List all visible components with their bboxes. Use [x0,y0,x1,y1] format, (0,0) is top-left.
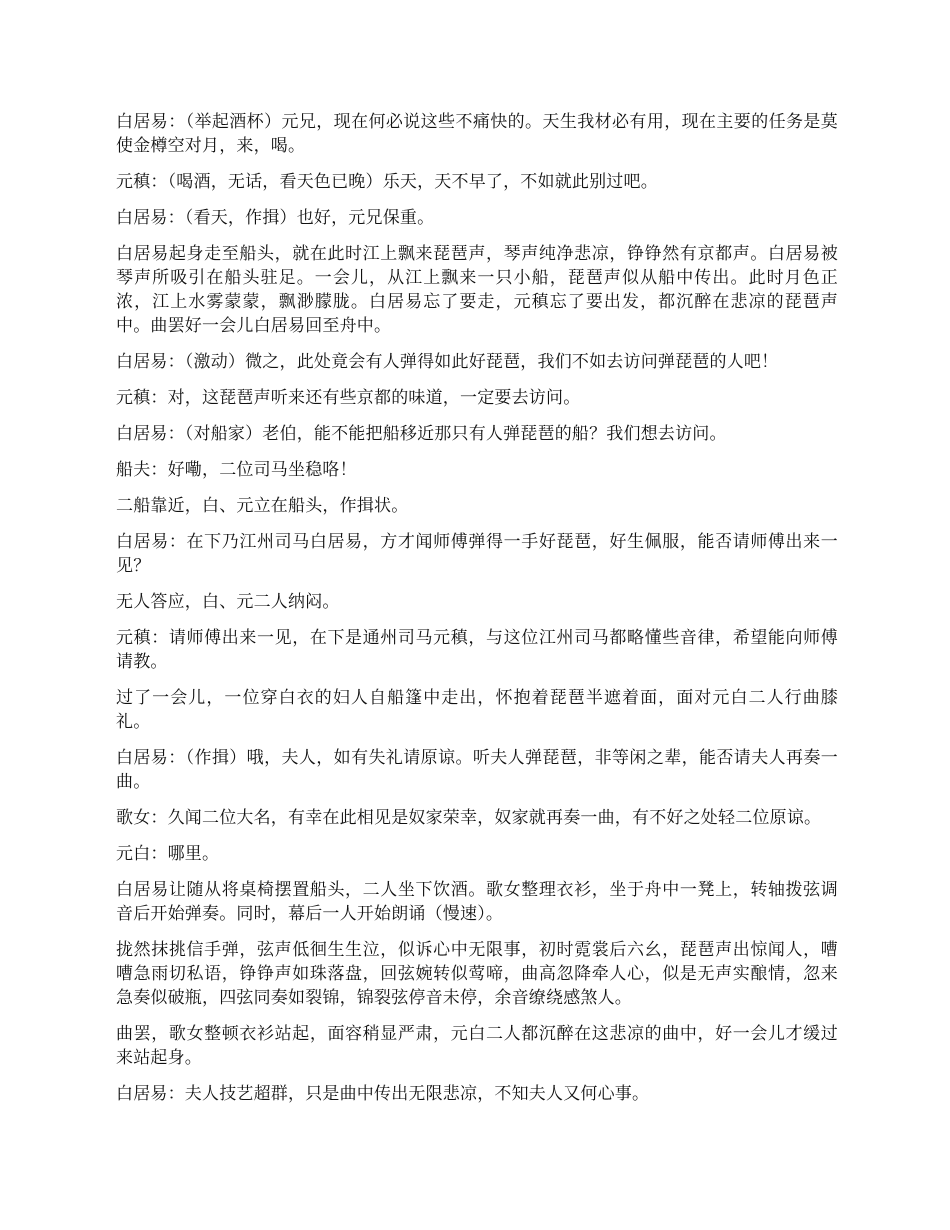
paragraph: 无人答应，白、元二人纳闷。 [116,592,340,612]
paragraph: 白居易：（对船家）老伯，能不能把船移近那只有人弹琵琶的船？我们想去访问。 [116,424,727,444]
paragraph: 元稹：请师傅出来一见，在下是通州司马元稹，与这位江州司马都略懂些音律，希望能向师傅请教。 [116,628,838,672]
paragraph: 白居易：（举起酒杯）元兄，现在何必说这些不痛快的。天生我材必有用，现在主要的任务是莫使金樽空对月，来，喝。 [116,112,838,156]
paragraph: 元白：哪里。 [116,844,220,864]
paragraph: 白居易：（作揖）哦，夫人，如有失礼请原谅。听夫人弹琵琶，非等闲之辈，能否请夫人再奏一曲。 [116,748,838,792]
paragraph: 过了一会儿，一位穿白衣的妇人自船篷中走出，怀抱着琵琶半遮着面，面对元白二人行曲膝礼。 [116,688,838,732]
paragraph: 元稹：对，这琵琶声听来还有些京都的味道，一定要去访问。 [116,388,581,408]
paragraph: 白居易起身走至船头，就在此时江上飘来琵琶声，琴声纯净悲凉，铮铮然有京都声。白居易被琴声所吸引在船头驻足。一会儿，从江上飘来一只小船，琵琶声似从船中传出。此时月色正浓，江上水雾蒙蒙，飘渺朦胧。白居易忘了要走，元稹忘了要出发，都沉醉在悲凉的琵琶声中。曲罢好一会儿白居易回至舟中。 [116,244,838,336]
paragraph: 拢然抹挑信手弹，弦声低徊生生泣，似诉心中无限事，初时霓裳后六幺，琵琶声出惊闻人，嘈嘈急雨切私语，铮铮声如珠落盘，回弦婉转似莺啼，曲高忽降牵人心，似是无声实酿情，忽来急奏似破瓶，四弦同奏如裂锦，锦裂弦停音未停，余音缭绕感煞人。 [116,940,838,1008]
paragraph: 歌女：久闻二位大名，有幸在此相见是奴家荣幸，奴家就再奏一曲，有不好之处轻二位原谅。 [116,808,822,828]
paragraph: 船夫：好嘞，二位司马坐稳咯！ [116,460,357,480]
paragraph: 白居易：在下乃江州司马白居易，方才闻师傅弹得一手好琵琶，好生佩服，能否请师傅出来一见？ [116,532,838,576]
paragraph: 白居易：夫人技艺超群，只是曲中传出无限悲凉，不知夫人又何心事。 [116,1084,650,1104]
paragraph: 白居易：（看天，作揖）也好，元兄保重。 [116,208,435,228]
paragraph: 白居易让随从将桌椅摆置船头，二人坐下饮酒。歌女整理衣衫，坐于舟中一凳上，转轴拨弦调音后开始弹奏。同时，幕后一人开始朗诵（慢速）。 [116,880,838,924]
paragraph: 曲罢，歌女整顿衣衫站起，面容稍显严肃，元白二人都沉醉在这悲凉的曲中，好一会儿才缓过来站起身。 [116,1024,838,1068]
paragraph: 白居易：（激动）微之，此处竟会有人弹得如此好琵琶，我们不如去访问弹琵琶的人吧！ [116,352,779,372]
paragraph: 二船靠近，白、元立在船头，作揖状。 [116,496,409,516]
script-text [116,110,838,1118]
paragraph: 元稹：（喝酒，无话，看天色已晚）乐天，天不早了，不如就此别过吧。 [116,172,658,192]
